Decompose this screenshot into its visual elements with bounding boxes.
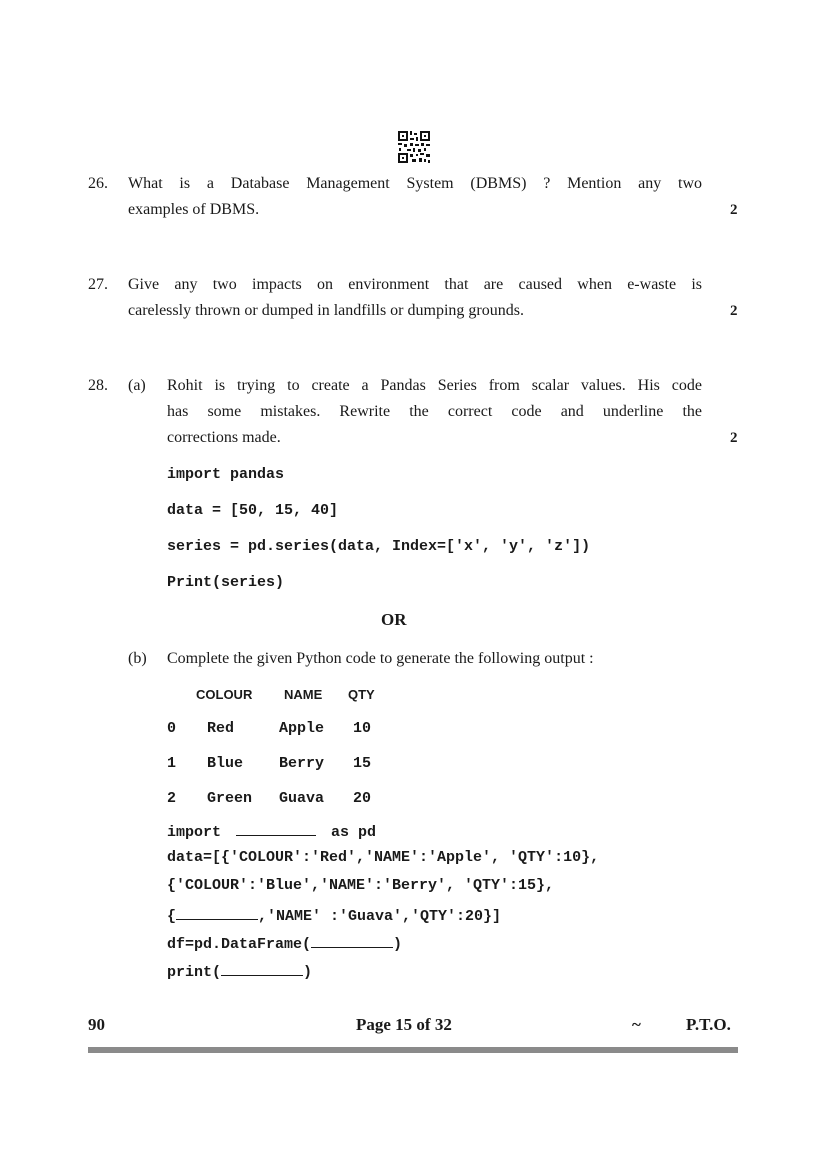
fill-in-blank bbox=[311, 933, 393, 948]
code-text: ,'NAME' :'Guava','QTY':20}] bbox=[258, 908, 502, 925]
code-text: as pd bbox=[331, 824, 377, 841]
table-cell: 20 bbox=[353, 790, 372, 807]
question-28a-marks: 2 bbox=[730, 430, 738, 446]
table-cell: Berry bbox=[279, 755, 325, 772]
question-28b-label: (b) bbox=[128, 650, 147, 667]
table-cell: Red bbox=[207, 720, 235, 737]
table-cell: 1 bbox=[167, 755, 177, 772]
or-separator: OR bbox=[381, 610, 407, 629]
code-line: series = pd.series(data, Index=['x', 'y', 'z']) bbox=[167, 538, 591, 555]
table-cell: 10 bbox=[353, 720, 372, 737]
question-26-line2: examples of DBMS. bbox=[128, 201, 260, 218]
table-cell: 2 bbox=[167, 790, 177, 807]
table-cell: Guava bbox=[279, 790, 325, 807]
qr-code-icon bbox=[397, 130, 431, 164]
table-header-colour: COLOUR bbox=[196, 687, 253, 702]
question-28a-line1: Rohit is trying to create a Pandas Series from scalar values. His code bbox=[167, 377, 702, 394]
page-number: Page 15 of 32 bbox=[356, 1015, 452, 1034]
question-28a-line3: corrections made. bbox=[167, 429, 281, 446]
code-line-guava bbox=[167, 905, 501, 925]
question-28a-line2: has some mistakes. Rewrite the correct code and underline the bbox=[167, 403, 702, 420]
table-cell: Green bbox=[207, 790, 253, 807]
table-header-name: NAME bbox=[284, 687, 323, 702]
code-line: Print(series) bbox=[167, 574, 285, 591]
footer-rule bbox=[88, 1047, 738, 1053]
table-cell: 15 bbox=[353, 755, 372, 772]
question-28a-label: (a) bbox=[128, 377, 146, 394]
table-cell: 0 bbox=[167, 720, 177, 737]
question-27-line1: Give any two impacts on environment that are caused when e-waste is bbox=[128, 276, 702, 293]
fill-in-blank bbox=[236, 821, 316, 836]
question-28b-text: Complete the given Python code to generate the following output : bbox=[167, 650, 594, 667]
code-text: ) bbox=[303, 964, 313, 981]
code-text: ) bbox=[393, 936, 403, 953]
code-text: print( bbox=[167, 964, 222, 981]
table-cell: Apple bbox=[279, 720, 325, 737]
pto-label: P.T.O. bbox=[686, 1015, 731, 1034]
question-28-number: 28. bbox=[88, 377, 108, 394]
question-27-line2: carelessly thrown or dumped in landfills or dumping grounds. bbox=[128, 302, 524, 319]
question-27-number: 27. bbox=[88, 276, 108, 293]
code-text: df=pd.DataFrame( bbox=[167, 936, 312, 953]
code-line-dataframe bbox=[167, 933, 402, 953]
table-header-qty: QTY bbox=[348, 687, 375, 702]
paper-code: 90 bbox=[88, 1015, 105, 1034]
question-26-line1: What is a Database Management System (DBMS) ? Mention any two bbox=[128, 175, 702, 192]
fill-in-blank bbox=[221, 961, 303, 976]
code-text: import bbox=[167, 824, 222, 841]
question-26-marks: 2 bbox=[730, 202, 738, 218]
question-26-number: 26. bbox=[88, 175, 108, 192]
fill-in-blank bbox=[176, 905, 258, 920]
table-cell: Blue bbox=[207, 755, 244, 772]
code-line: data = [50, 15, 40] bbox=[167, 502, 339, 519]
question-27-marks: 2 bbox=[730, 303, 738, 319]
code-text: { bbox=[167, 908, 177, 925]
code-line: import pandas bbox=[167, 466, 285, 483]
code-line-import bbox=[167, 821, 376, 841]
code-line: data=[{'COLOUR':'Red','NAME':'Apple', 'QTY':10}, bbox=[167, 849, 600, 866]
tilde-mark: ~ bbox=[632, 1015, 641, 1034]
code-line-print bbox=[167, 961, 312, 981]
code-line: {'COLOUR':'Blue','NAME':'Berry', 'QTY':15}, bbox=[167, 877, 555, 894]
